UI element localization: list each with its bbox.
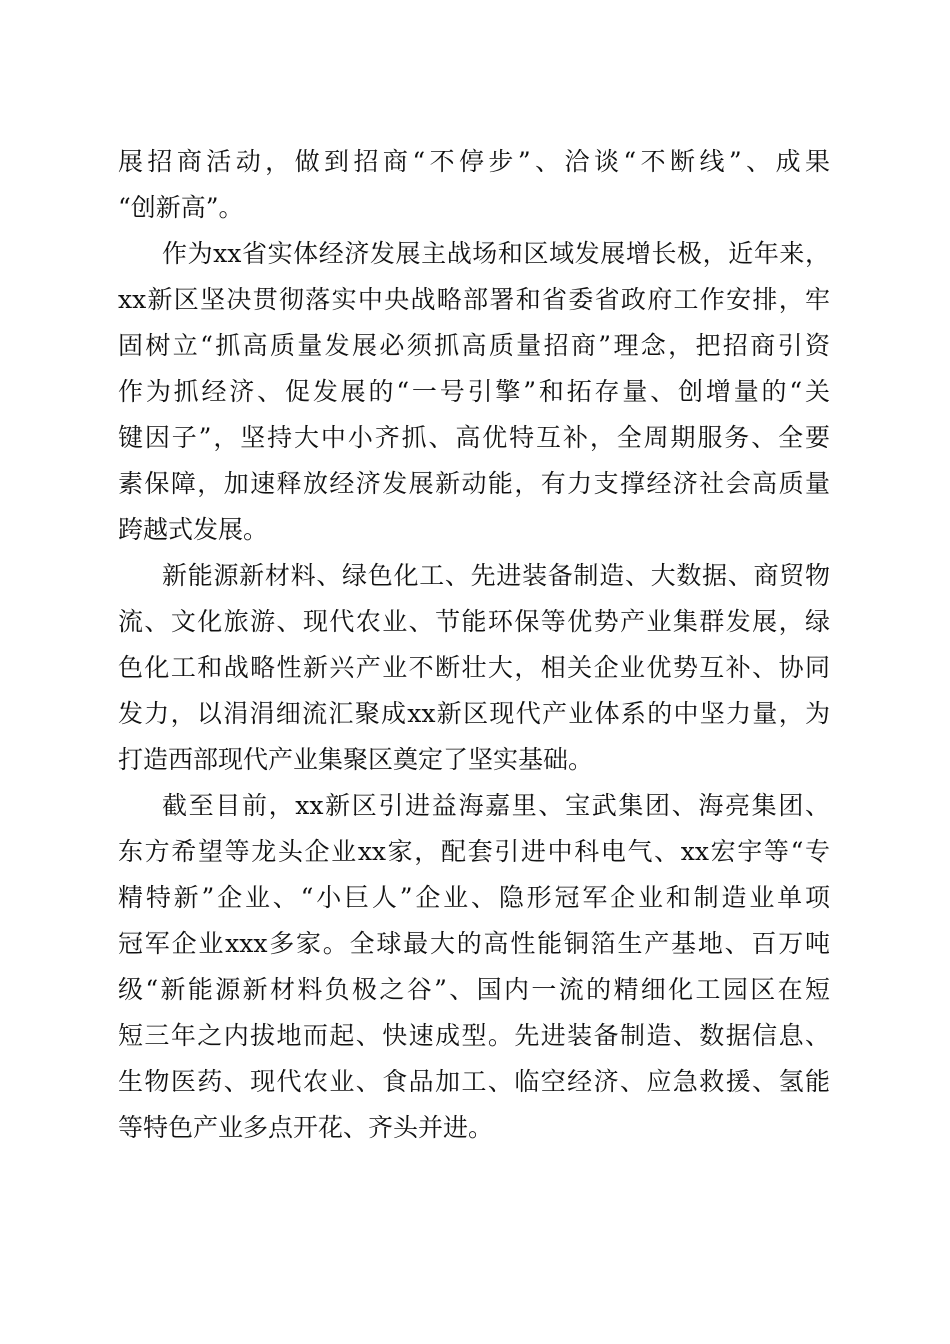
text-line: 色化工和战略性新兴产业不断壮大，相关企业优势互补、协同 [118, 653, 830, 682]
text-line: 键因子”，坚持大中小齐抓、高优特互补，全周期服务、全要 [118, 423, 830, 452]
text-line: 打造西部现代产业集聚区奠定了坚实基础。 [118, 745, 594, 774]
paragraph-4 [118, 783, 830, 1151]
text-line: 固树立“抓高质量发展必须抓高质量招商”理念，把招商引资 [118, 331, 830, 360]
text-line: 生物医药、现代农业、食品加工、临空经济、应急救援、氢能 [118, 1067, 830, 1096]
text-line: 精特新”企业、“小巨人”企业、隐形冠军企业和制造业单项 [118, 883, 830, 912]
text-line: 新能源新材料、绿色化工、先进装备制造、大数据、商贸物 [162, 561, 830, 590]
text-line: 流、文化旅游、现代农业、节能环保等优势产业集群发展，绿 [118, 607, 830, 636]
text-line: 东方希望等龙头企业xx家，配套引进中科电气、xx宏宇等“专 [118, 837, 830, 866]
text-line: 等特色产业多点开花、齐头并进。 [118, 1113, 494, 1142]
text-line: 展招商活动，做到招商“不停步”、洽谈“不断线”、成果 [118, 147, 830, 176]
text-line: 截至目前，xx新区引进益海嘉里、宝武集团、海亮集团、 [162, 791, 830, 820]
document-body [118, 139, 830, 1151]
paragraph-3 [118, 553, 830, 783]
text-line: 作为抓经济、促发展的“一号引擎”和拓存量、创增量的“关 [118, 377, 830, 406]
text-line: 素保障，加速释放经济发展新动能，有力支撑经济社会高质量 [118, 469, 830, 498]
text-line: 跨越式发展。 [118, 515, 269, 544]
text-line: 作为xx省实体经济发展主战场和区域发展增长极，近年来， [162, 239, 830, 268]
paragraph-2 [118, 231, 830, 553]
text-line: 冠军企业xxx多家。全球最大的高性能铜箔生产基地、百万吨 [118, 929, 830, 958]
text-line: 短三年之内拔地而起、快速成型。先进装备制造、数据信息、 [118, 1021, 830, 1050]
text-line: xx新区坚决贯彻落实中央战略部署和省委省政府工作安排，牢 [118, 285, 830, 314]
text-line: 发力，以涓涓细流汇聚成xx新区现代产业体系的中坚力量，为 [118, 699, 830, 728]
text-line: “创新高”。 [118, 193, 244, 222]
paragraph-1 [118, 139, 830, 231]
text-line: 级“新能源新材料负极之谷”、国内一流的精细化工园区在短 [118, 975, 830, 1004]
